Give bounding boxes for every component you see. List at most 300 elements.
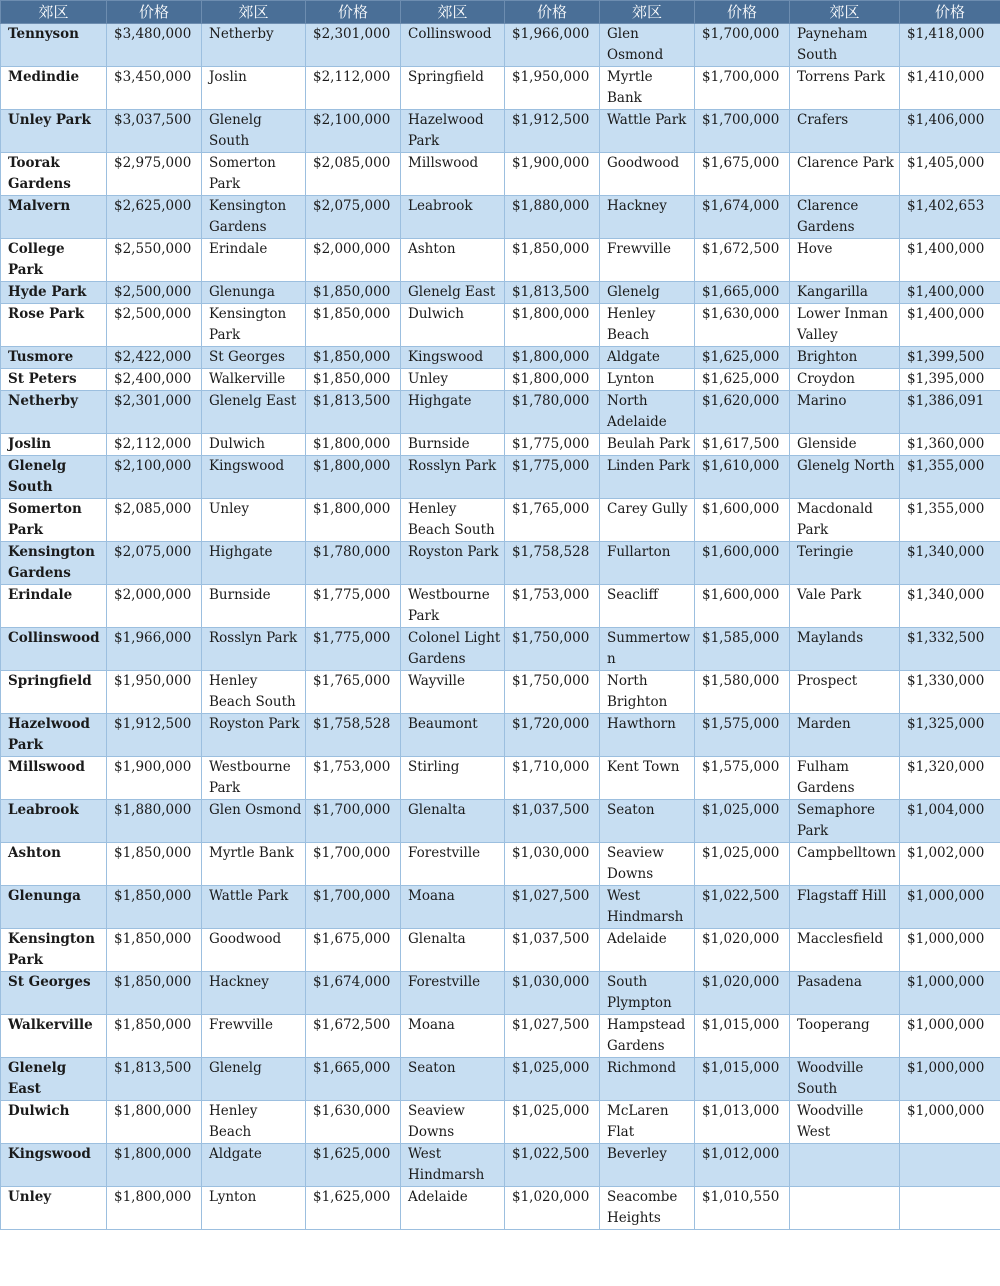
suburb-cell: Toorak Gardens: [1, 153, 107, 196]
price-cell: $1,912,500: [505, 110, 600, 153]
price-cell: $1,665,000: [695, 282, 790, 304]
suburb-cell: Forestville: [401, 972, 505, 1015]
price-cell: $1,575,000: [695, 757, 790, 800]
suburb-cell: Somerton Park: [1, 499, 107, 542]
suburb-cell: Glenelg East: [202, 391, 306, 434]
price-cell: $1,000,000: [900, 972, 1000, 1015]
table-row: [1, 369, 1000, 391]
suburb-cell: Dulwich: [202, 434, 306, 456]
suburb-cell: Hyde Park: [1, 282, 107, 304]
price-cell: $1,674,000: [306, 972, 401, 1015]
price-cell: $1,015,000: [695, 1015, 790, 1058]
price-cell: $1,625,000: [695, 369, 790, 391]
suburb-cell: Hazelwood Park: [401, 110, 505, 153]
price-cell: $1,630,000: [695, 304, 790, 347]
suburb-cell: Kensington Park: [202, 304, 306, 347]
price-cell: $1,585,000: [695, 628, 790, 671]
price-cell: $1,850,000: [107, 886, 202, 929]
price-cell: $2,100,000: [107, 456, 202, 499]
suburb-cell: Highgate: [202, 542, 306, 585]
column-header-price: 价格: [695, 1, 790, 24]
suburb-cell: Glenelg North: [790, 456, 900, 499]
suburb-cell: Dulwich: [401, 304, 505, 347]
suburb-cell: Somerton Park: [202, 153, 306, 196]
price-cell: $1,800,000: [107, 1144, 202, 1187]
price-cell: $1,025,000: [695, 800, 790, 843]
price-cell: $1,030,000: [505, 972, 600, 1015]
price-cell: $1,004,000: [900, 800, 1000, 843]
suburb-cell: Glenalta: [401, 800, 505, 843]
price-cell: $1,020,000: [695, 972, 790, 1015]
suburb-cell: Clarence Park: [790, 153, 900, 196]
suburb-cell: Ashton: [401, 239, 505, 282]
suburb-cell: Burnside: [401, 434, 505, 456]
price-cell: [900, 1187, 1000, 1230]
table-row: [1, 196, 1000, 239]
price-cell: $2,075,000: [107, 542, 202, 585]
price-cell: $2,085,000: [107, 499, 202, 542]
price-cell: $1,672,500: [306, 1015, 401, 1058]
price-cell: $1,765,000: [306, 671, 401, 714]
price-cell: $1,880,000: [505, 196, 600, 239]
price-cell: $1,800,000: [505, 304, 600, 347]
suburb-cell: West Hindmarsh: [401, 1144, 505, 1187]
price-cell: $1,405,000: [900, 153, 1000, 196]
price-cell: $1,406,000: [900, 110, 1000, 153]
suburb-cell: Medindie: [1, 67, 107, 110]
price-cell: $2,301,000: [306, 24, 401, 67]
price-cell: $1,710,000: [505, 757, 600, 800]
column-header-suburb: 郊区: [202, 1, 306, 24]
price-cell: $1,625,000: [306, 1187, 401, 1230]
suburb-cell: Macdonald Park: [790, 499, 900, 542]
price-cell: $1,002,000: [900, 843, 1000, 886]
price-cell: $1,753,000: [505, 585, 600, 628]
price-cell: $1,758,528: [306, 714, 401, 757]
suburb-cell: Henley Beach South: [401, 499, 505, 542]
price-cell: $1,675,000: [695, 153, 790, 196]
price-cell: [900, 1144, 1000, 1187]
column-header-suburb: 郊区: [401, 1, 505, 24]
suburb-cell: Springfield: [1, 671, 107, 714]
price-cell: $1,027,500: [505, 1015, 600, 1058]
suburb-cell: Springfield: [401, 67, 505, 110]
price-cell: $1,037,500: [505, 929, 600, 972]
suburb-cell: Semaphore Park: [790, 800, 900, 843]
suburb-cell: Macclesfield: [790, 929, 900, 972]
suburb-cell: Adelaide: [600, 929, 695, 972]
suburb-cell: Millswood: [401, 153, 505, 196]
header-row: [1, 1, 1000, 24]
suburb-cell: Glenunga: [1, 886, 107, 929]
suburb-cell: Torrens Park: [790, 67, 900, 110]
price-cell: $1,700,000: [306, 800, 401, 843]
suburb-cell: Kangarilla: [790, 282, 900, 304]
suburb-cell: Hazelwood Park: [1, 714, 107, 757]
price-cell: $1,665,000: [306, 1058, 401, 1101]
suburb-cell: Moana: [401, 886, 505, 929]
suburb-cell: Teringie: [790, 542, 900, 585]
suburb-cell: Westbourne Park: [202, 757, 306, 800]
table-row: [1, 239, 1000, 282]
price-cell: $2,112,000: [306, 67, 401, 110]
price-cell: $1,800,000: [107, 1187, 202, 1230]
suburb-cell: Kensington Gardens: [1, 542, 107, 585]
price-cell: $1,850,000: [107, 843, 202, 886]
suburb-cell: Lower Inman Valley: [790, 304, 900, 347]
suburb-cell: Royston Park: [202, 714, 306, 757]
price-cell: $1,950,000: [505, 67, 600, 110]
price-cell: $2,075,000: [306, 196, 401, 239]
suburb-cell: Hawthorn: [600, 714, 695, 757]
column-header-suburb: 郊区: [600, 1, 695, 24]
suburb-cell: Kingswood: [401, 347, 505, 369]
price-cell: $1,000,000: [900, 886, 1000, 929]
price-cell: $1,025,000: [505, 1058, 600, 1101]
suburb-cell: Glenelg East: [1, 1058, 107, 1101]
price-cell: $3,037,500: [107, 110, 202, 153]
suburb-cell: Fulham Gardens: [790, 757, 900, 800]
table-row: [1, 1058, 1000, 1101]
price-cell: $1,850,000: [306, 347, 401, 369]
suburb-cell: Seacliff: [600, 585, 695, 628]
suburb-cell: Glen Osmond: [600, 24, 695, 67]
price-cell: $1,813,500: [306, 391, 401, 434]
price-cell: $1,850,000: [505, 239, 600, 282]
price-cell: $1,575,000: [695, 714, 790, 757]
suburb-cell: Prospect: [790, 671, 900, 714]
suburb-cell: Kensington Gardens: [202, 196, 306, 239]
price-cell: $1,020,000: [505, 1187, 600, 1230]
suburb-cell: Summertown: [600, 628, 695, 671]
price-cell: $1,600,000: [695, 542, 790, 585]
price-cell: $1,410,000: [900, 67, 1000, 110]
table-row: [1, 456, 1000, 499]
suburb-cell: Glenelg East: [401, 282, 505, 304]
price-cell: $1,880,000: [107, 800, 202, 843]
price-cell: $2,400,000: [107, 369, 202, 391]
suburb-cell: Collinswood: [401, 24, 505, 67]
table-row: [1, 391, 1000, 434]
suburb-cell: Collinswood: [1, 628, 107, 671]
price-cell: $1,900,000: [505, 153, 600, 196]
suburb-cell: Dulwich: [1, 1101, 107, 1144]
suburb-cell: Goodwood: [600, 153, 695, 196]
suburb-cell: Leabrook: [401, 196, 505, 239]
price-cell: $1,000,000: [900, 1015, 1000, 1058]
suburb-cell: Goodwood: [202, 929, 306, 972]
suburb-cell: [790, 1144, 900, 1187]
suburb-cell: Glenelg South: [1, 456, 107, 499]
price-cell: $1,800,000: [306, 499, 401, 542]
price-cell: $1,355,000: [900, 456, 1000, 499]
column-header-suburb: 郊区: [790, 1, 900, 24]
suburb-cell: Stirling: [401, 757, 505, 800]
price-cell: $1,780,000: [505, 391, 600, 434]
table-row: [1, 110, 1000, 153]
price-cell: $2,100,000: [306, 110, 401, 153]
price-cell: $1,850,000: [306, 282, 401, 304]
suburb-cell: Glenalta: [401, 929, 505, 972]
suburb-cell: Woodville West: [790, 1101, 900, 1144]
price-cell: $1,037,500: [505, 800, 600, 843]
price-cell: $2,000,000: [306, 239, 401, 282]
price-cell: $1,000,000: [900, 929, 1000, 972]
suburb-cell: Glenelg: [202, 1058, 306, 1101]
table-row: [1, 1144, 1000, 1187]
suburb-cell: Seaview Downs: [600, 843, 695, 886]
price-cell: $1,813,500: [107, 1058, 202, 1101]
price-cell: $1,850,000: [107, 1015, 202, 1058]
suburb-cell: Adelaide: [401, 1187, 505, 1230]
suburb-cell: Henley Beach South: [202, 671, 306, 714]
price-cell: $1,900,000: [107, 757, 202, 800]
suburb-cell: St Georges: [1, 972, 107, 1015]
price-cell: $1,912,500: [107, 714, 202, 757]
suburb-cell: Wattle Park: [600, 110, 695, 153]
price-cell: $1,966,000: [505, 24, 600, 67]
price-cell: $1,015,000: [695, 1058, 790, 1101]
price-cell: $1,580,000: [695, 671, 790, 714]
table-row: [1, 929, 1000, 972]
suburb-cell: Glenunga: [202, 282, 306, 304]
price-cell: $1,800,000: [306, 456, 401, 499]
suburb-cell: Highgate: [401, 391, 505, 434]
suburb-cell: West Hindmarsh: [600, 886, 695, 929]
suburb-cell: Hampstead Gardens: [600, 1015, 695, 1058]
table-row: [1, 304, 1000, 347]
price-cell: $1,850,000: [107, 929, 202, 972]
suburb-cell: Walkerville: [1, 1015, 107, 1058]
suburb-cell: Unley: [202, 499, 306, 542]
price-cell: $1,395,000: [900, 369, 1000, 391]
suburb-cell: North Adelaide: [600, 391, 695, 434]
price-cell: $1,610,000: [695, 456, 790, 499]
column-header-price: 价格: [107, 1, 202, 24]
price-cell: $1,617,500: [695, 434, 790, 456]
price-cell: $1,720,000: [505, 714, 600, 757]
suburb-cell: Unley: [401, 369, 505, 391]
suburb-cell: Vale Park: [790, 585, 900, 628]
price-cell: $2,975,000: [107, 153, 202, 196]
price-cell: $1,625,000: [306, 1144, 401, 1187]
price-cell: $1,360,000: [900, 434, 1000, 456]
table-row: [1, 800, 1000, 843]
suburb-cell: Glen Osmond: [202, 800, 306, 843]
suburb-cell: Glenside: [790, 434, 900, 456]
suburb-cell: Lynton: [202, 1187, 306, 1230]
price-cell: $1,332,500: [900, 628, 1000, 671]
suburb-cell: Joslin: [1, 434, 107, 456]
suburb-cell: Myrtle Bank: [202, 843, 306, 886]
price-cell: $2,500,000: [107, 304, 202, 347]
price-cell: $1,000,000: [900, 1101, 1000, 1144]
suburb-cell: Beaumont: [401, 714, 505, 757]
price-cell: $1,400,000: [900, 282, 1000, 304]
suburb-cell: College Park: [1, 239, 107, 282]
price-cell: $1,950,000: [107, 671, 202, 714]
price-cell: $1,399,500: [900, 347, 1000, 369]
table-row: [1, 757, 1000, 800]
price-cell: $1,850,000: [306, 369, 401, 391]
table-row: [1, 153, 1000, 196]
suburb-cell: Henley Beach: [202, 1101, 306, 1144]
price-cell: $1,010,550: [695, 1187, 790, 1230]
suburb-cell: Hove: [790, 239, 900, 282]
suburb-cell: Beulah Park: [600, 434, 695, 456]
price-cell: $1,780,000: [306, 542, 401, 585]
column-header-price: 价格: [505, 1, 600, 24]
suburb-cell: Seaview Downs: [401, 1101, 505, 1144]
price-cell: $1,330,000: [900, 671, 1000, 714]
suburb-cell: Kingswood: [1, 1144, 107, 1187]
suburb-cell: Ashton: [1, 843, 107, 886]
suburb-cell: Netherby: [202, 24, 306, 67]
suburb-cell: Linden Park: [600, 456, 695, 499]
price-cell: $1,400,000: [900, 304, 1000, 347]
table-row: [1, 1015, 1000, 1058]
price-cell: $1,022,500: [505, 1144, 600, 1187]
suburb-cell: Hackney: [600, 196, 695, 239]
suburb-cell: South Plympton: [600, 972, 695, 1015]
suburb-cell: Kent Town: [600, 757, 695, 800]
table-row: [1, 67, 1000, 110]
table-row: [1, 24, 1000, 67]
price-cell: $1,675,000: [306, 929, 401, 972]
suburb-cell: St Georges: [202, 347, 306, 369]
suburb-cell: Tennyson: [1, 24, 107, 67]
price-cell: $1,027,500: [505, 886, 600, 929]
table-row: [1, 1187, 1000, 1230]
price-cell: $1,765,000: [505, 499, 600, 542]
suburb-cell: Clarence Gardens: [790, 196, 900, 239]
suburb-cell: Westbourne Park: [401, 585, 505, 628]
price-cell: $1,418,000: [900, 24, 1000, 67]
suburb-cell: Malvern: [1, 196, 107, 239]
suburb-cell: Fullarton: [600, 542, 695, 585]
suburb-cell: Netherby: [1, 391, 107, 434]
price-cell: $1,800,000: [505, 347, 600, 369]
suburb-cell: Maylands: [790, 628, 900, 671]
price-cell: $1,750,000: [505, 628, 600, 671]
suburb-cell: Frewville: [202, 1015, 306, 1058]
suburb-cell: Rose Park: [1, 304, 107, 347]
price-cell: $1,022,500: [695, 886, 790, 929]
suburb-cell: Lynton: [600, 369, 695, 391]
price-cell: $1,775,000: [306, 585, 401, 628]
suburb-cell: Croydon: [790, 369, 900, 391]
price-cell: $1,625,000: [695, 347, 790, 369]
price-cell: $1,700,000: [306, 843, 401, 886]
price-cell: $1,025,000: [505, 1101, 600, 1144]
price-cell: $1,325,000: [900, 714, 1000, 757]
suburb-cell: McLaren Flat: [600, 1101, 695, 1144]
suburb-cell: Moana: [401, 1015, 505, 1058]
price-cell: $1,340,000: [900, 542, 1000, 585]
price-cell: $2,625,000: [107, 196, 202, 239]
price-cell: $2,500,000: [107, 282, 202, 304]
suburb-cell: Campbelltown: [790, 843, 900, 886]
suburb-cell: Henley Beach: [600, 304, 695, 347]
table-row: [1, 972, 1000, 1015]
suburb-cell: Flagstaff Hill: [790, 886, 900, 929]
suburb-cell: Pasadena: [790, 972, 900, 1015]
price-cell: $1,400,000: [900, 239, 1000, 282]
suburb-cell: Glenelg: [600, 282, 695, 304]
suburb-cell: Glenelg South: [202, 110, 306, 153]
suburb-cell: Colonel Light Gardens: [401, 628, 505, 671]
column-header-suburb: 郊区: [1, 1, 107, 24]
price-cell: $1,775,000: [505, 456, 600, 499]
price-cell: $1,600,000: [695, 585, 790, 628]
suburb-cell: Burnside: [202, 585, 306, 628]
price-cell: $1,630,000: [306, 1101, 401, 1144]
price-cell: $1,013,000: [695, 1101, 790, 1144]
suburb-cell: [790, 1187, 900, 1230]
suburb-cell: Aldgate: [202, 1144, 306, 1187]
price-cell: $1,402,653: [900, 196, 1000, 239]
suburb-cell: Unley Park: [1, 110, 107, 153]
table-row: [1, 843, 1000, 886]
price-cell: $1,340,000: [900, 585, 1000, 628]
table-row: [1, 714, 1000, 757]
table-row: [1, 585, 1000, 628]
price-cell: $2,085,000: [306, 153, 401, 196]
price-cell: $1,700,000: [695, 110, 790, 153]
table-row: [1, 282, 1000, 304]
suburb-cell: Wayville: [401, 671, 505, 714]
suburb-cell: Tusmore: [1, 347, 107, 369]
price-cell: $1,030,000: [505, 843, 600, 886]
table-row: [1, 542, 1000, 585]
price-cell: $1,800,000: [306, 434, 401, 456]
price-cell: $1,800,000: [505, 369, 600, 391]
suburb-cell: Marden: [790, 714, 900, 757]
suburb-cell: Kingswood: [202, 456, 306, 499]
price-cell: $1,020,000: [695, 929, 790, 972]
table-row: [1, 1101, 1000, 1144]
price-cell: $1,672,500: [695, 239, 790, 282]
table-body: [1, 24, 1000, 1230]
suburb-cell: Frewville: [600, 239, 695, 282]
suburb-cell: Royston Park: [401, 542, 505, 585]
suburb-cell: Beverley: [600, 1144, 695, 1187]
suburb-cell: North Brighton: [600, 671, 695, 714]
suburb-cell: Richmond: [600, 1058, 695, 1101]
suburb-cell: Erindale: [1, 585, 107, 628]
suburb-cell: Forestville: [401, 843, 505, 886]
price-cell: $1,700,000: [695, 67, 790, 110]
price-cell: $1,775,000: [306, 628, 401, 671]
price-cell: $1,600,000: [695, 499, 790, 542]
suburb-cell: St Peters: [1, 369, 107, 391]
suburb-cell: Hackney: [202, 972, 306, 1015]
price-cell: $3,480,000: [107, 24, 202, 67]
suburb-cell: Crafers: [790, 110, 900, 153]
suburb-cell: Unley: [1, 1187, 107, 1230]
price-cell: $2,422,000: [107, 347, 202, 369]
price-cell: $1,758,528: [505, 542, 600, 585]
suburb-cell: Millswood: [1, 757, 107, 800]
price-cell: $1,850,000: [107, 972, 202, 1015]
price-cell: $3,450,000: [107, 67, 202, 110]
price-cell: $1,025,000: [695, 843, 790, 886]
price-cell: $1,700,000: [306, 886, 401, 929]
suburb-cell: Leabrook: [1, 800, 107, 843]
price-cell: $1,750,000: [505, 671, 600, 714]
price-cell: $1,674,000: [695, 196, 790, 239]
price-cell: $1,813,500: [505, 282, 600, 304]
